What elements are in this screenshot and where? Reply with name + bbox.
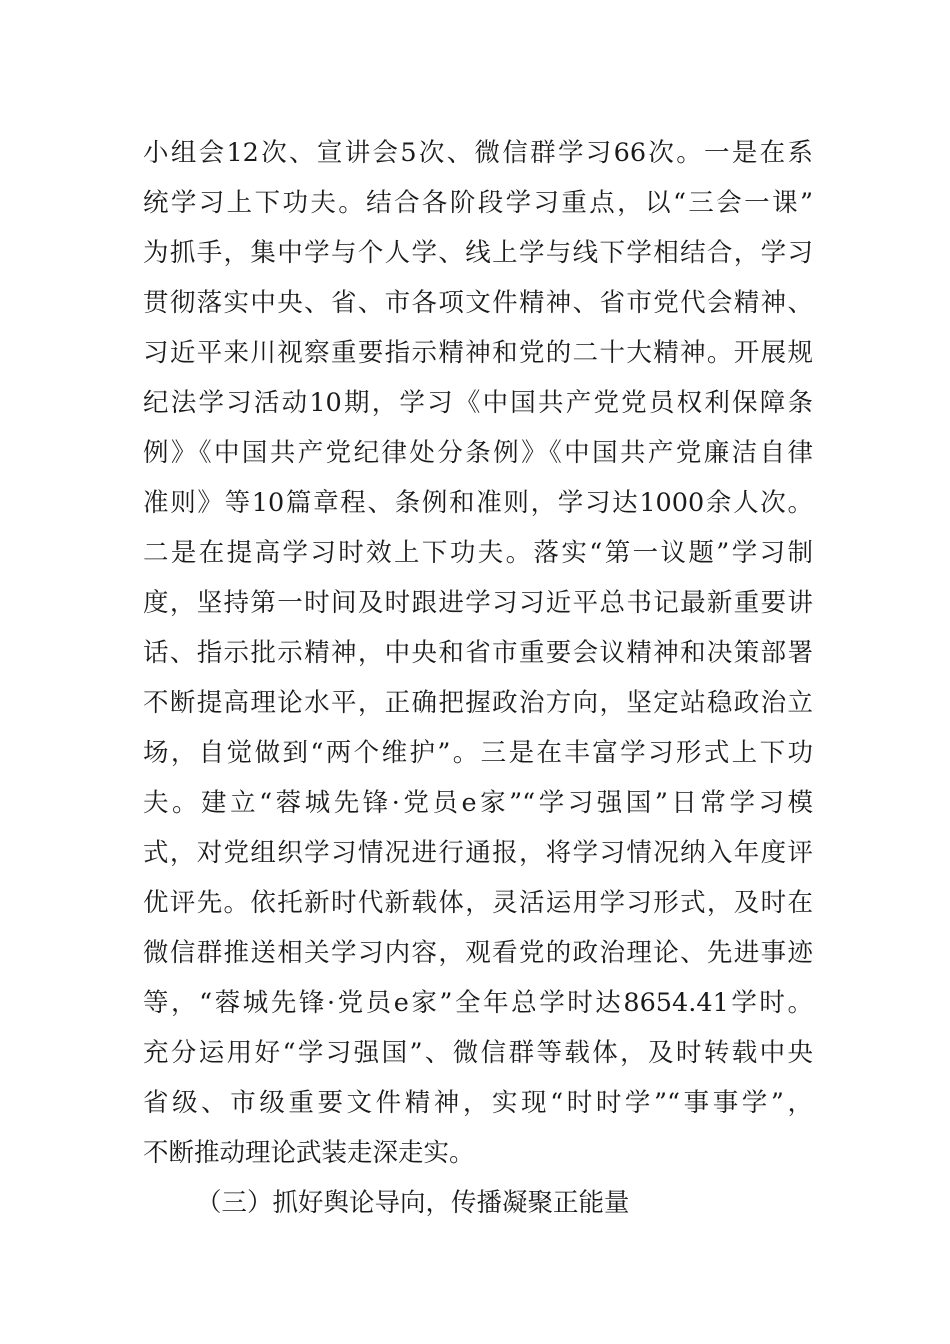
paragraph-line: 不断提高理论水平，正确把握政治方向，坚定站稳政治立 xyxy=(143,688,813,718)
paragraph-line: 省级、市级重要文件精神，实现“时时学”“事事学”， xyxy=(143,1088,813,1118)
paragraph-line: 话、指示批示精神，中央和省市重要会议精神和决策部署 xyxy=(143,638,813,668)
paragraph-line: 场，自觉做到“两个维护”。三是在丰富学习形式上下功 xyxy=(143,738,813,768)
paragraph-line: 习近平来川视察重要指示精神和党的二十大精神。开展规 xyxy=(143,338,813,368)
paragraph-line: 纪法学习活动10期，学习《中国共产党党员权利保障条 xyxy=(143,388,813,418)
paragraph-line: 小组会12次、宣讲会5次、微信群学习66次。一是在系 xyxy=(143,138,813,168)
section-heading: （三）抓好舆论导向，传播凝聚正能量 xyxy=(196,1188,630,1218)
paragraph-line: 不断推动理论武装走深走实。 xyxy=(143,1138,475,1168)
paragraph-line: 为抓手，集中学与个人学、线上学与线下学相结合，学习 xyxy=(143,238,813,268)
paragraph-line: 二是在提高学习时效上下功夫。落实“第一议题”学习制 xyxy=(143,538,813,568)
paragraph-line: 准则》等10篇章程、条例和准则，学习达1000余人次。 xyxy=(143,488,813,518)
paragraph-line: 优评先。依托新时代新载体，灵活运用学习形式，及时在 xyxy=(143,888,813,918)
paragraph-line: 例》《中国共产党纪律处分条例》《中国共产党廉洁自律 xyxy=(143,438,813,468)
paragraph-line: 充分运用好“学习强国”、微信群等载体，及时转载中央 xyxy=(143,1038,813,1068)
paragraph-line: 度，坚持第一时间及时跟进学习习近平总书记最新重要讲 xyxy=(143,588,813,618)
paragraph-line: 夫。建立“蓉城先锋·党员e家”“学习强国”日常学习模 xyxy=(143,788,813,818)
paragraph-line: 式，对党组织学习情况进行通报，将学习情况纳入年度评 xyxy=(143,838,813,868)
paragraph-line: 微信群推送相关学习内容，观看党的政治理论、先进事迹 xyxy=(143,938,813,968)
paragraph-line: 贯彻落实中央、省、市各项文件精神、省市党代会精神、 xyxy=(143,288,813,318)
paragraph-line: 统学习上下功夫。结合各阶段学习重点，以“三会一课” xyxy=(143,188,813,218)
paragraph-line: 等，“蓉城先锋·党员e家”全年总学时达8654.41学时。 xyxy=(143,988,813,1018)
